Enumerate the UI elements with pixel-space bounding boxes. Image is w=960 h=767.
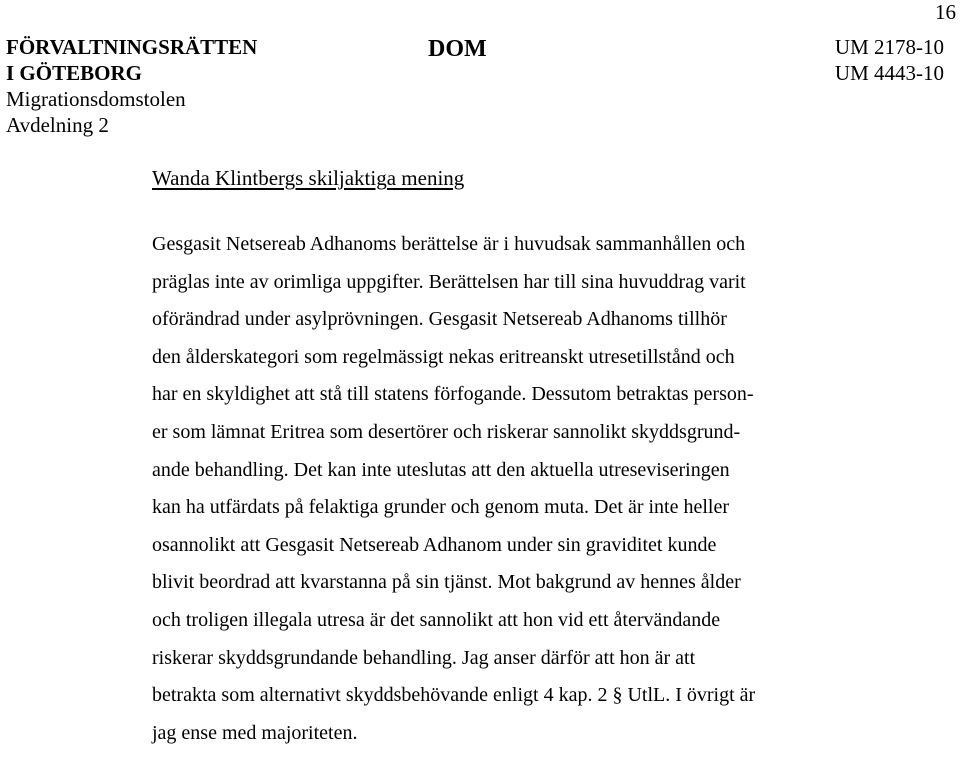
text-line: kan ha utfärdats på felaktiga grunder och genom muta. Det är inte heller bbox=[152, 496, 729, 519]
document-type: DOM bbox=[428, 36, 487, 62]
court-department: Avdelning 2 bbox=[6, 113, 109, 137]
court-city: I GÖTEBORG bbox=[6, 61, 142, 85]
text-line: Gesgasit Netsereab Adhanoms berättelse är i huvudsak sammanhållen och bbox=[152, 233, 746, 255]
text-line: oförändrad under asylprövningen. Gesgasit Netsereab Adhanoms tillhör bbox=[152, 308, 727, 331]
text-line: riskerar skyddsgrundande behandling. Jag anser därför att hon är att bbox=[152, 646, 696, 669]
text-line: ande behandling. Det kan inte uteslutas att den aktuella utreseviseringen bbox=[152, 458, 730, 481]
text-line: blivit beordrad att kvarstanna på sin tjänst. Mot bakgrund av hennes ålder bbox=[152, 571, 741, 594]
text-line: har en skyldighet att stå till statens förfogande. Dessutom betraktas person- bbox=[152, 383, 754, 406]
case-numbers bbox=[835, 34, 944, 86]
court-name: FÖRVALTNINGSRÄTTEN bbox=[6, 35, 258, 59]
text-line: den ålderskategori som regelmässigt nekas eritreanskt utresetillstånd och bbox=[152, 345, 735, 368]
case-number: UM 4443-10 bbox=[834, 61, 944, 85]
court-header bbox=[6, 34, 257, 138]
text-line: osannolikt att Gesgasit Netsereab Adhanom under sin graviditet kunde bbox=[152, 533, 717, 556]
page-number: 16 bbox=[935, 0, 956, 24]
text-line: och troligen illegala utresa är det sannolikt att hon vid ett återvändande bbox=[152, 608, 721, 631]
text-line: jag ense med majoriteten. bbox=[152, 721, 358, 744]
case-number: UM 2178-10 bbox=[834, 35, 944, 59]
section-heading: Wanda Klintbergs skiljaktiga mening bbox=[152, 166, 465, 190]
dissenting-opinion-text bbox=[152, 226, 852, 752]
text-line: betrakta som alternativt skyddsbehövande enligt 4 kap. 2 § UtlL. I övrigt är bbox=[152, 684, 756, 707]
text-line: präglas inte av orimliga uppgifter. Berättelsen har till sina huvuddrag varit bbox=[152, 270, 746, 293]
court-division: Migrationsdomstolen bbox=[6, 87, 186, 111]
text-line: er som lämnat Eritrea som desertörer och riskerar sannolikt skyddsgrund- bbox=[152, 420, 741, 443]
